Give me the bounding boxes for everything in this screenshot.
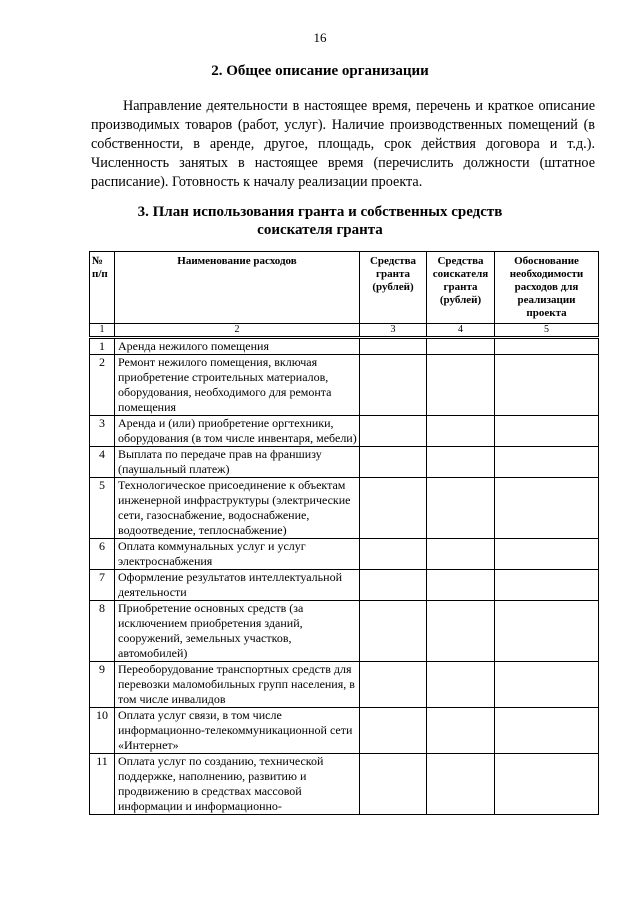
expense-name: Переоборудование транспортных средств для перевозки маломобильных групп населения, в том числе инвалидов xyxy=(115,662,360,708)
expense-name: Ремонт нежилого помещения, включая приобретение строительных материалов, оборудования, необходимого для ремонта помещения xyxy=(115,355,360,416)
grant-funds-cell[interactable] xyxy=(360,662,427,708)
grant-funds-cell[interactable] xyxy=(360,478,427,539)
table-row xyxy=(90,478,599,539)
grant-funds-cell[interactable] xyxy=(360,570,427,601)
expense-name: Оплата коммунальных услуг и услуг электроснабжения xyxy=(115,539,360,570)
own-funds-cell[interactable] xyxy=(427,416,495,447)
section-2-heading: 2. Общее описание организации xyxy=(211,63,429,79)
own-funds-cell[interactable] xyxy=(427,478,495,539)
row-number: 2 xyxy=(90,355,115,416)
row-number: 3 xyxy=(90,416,115,447)
row-number: 10 xyxy=(90,708,115,754)
table-row xyxy=(90,447,599,478)
expense-name: Аренда нежилого помещения xyxy=(115,338,360,355)
own-funds-cell[interactable] xyxy=(427,570,495,601)
row-number: 11 xyxy=(90,754,115,815)
section-2-paragraph: Направление деятельности в настоящее время, перечень и краткое описание производимых товаров (работ, услуг). Наличие производственных помещений (в собственности, в аренде, другое, площадь, срок действия договора и т.д.). Численность занятых в настоящее время (перечислить должности (штатное расписание). Готовность к началу реализации проекта. xyxy=(91,98,595,190)
justification-cell[interactable] xyxy=(495,754,599,815)
own-funds-cell[interactable] xyxy=(427,447,495,478)
table-row xyxy=(90,662,599,708)
grant-funds-cell[interactable] xyxy=(360,447,427,478)
table-row xyxy=(90,338,599,355)
justification-cell[interactable] xyxy=(495,447,599,478)
table-row xyxy=(90,355,599,416)
grant-funds-cell[interactable] xyxy=(360,355,427,416)
justification-cell[interactable] xyxy=(495,355,599,416)
section-3-heading-line-1: 3. План использования гранта и собственных средств xyxy=(137,204,503,220)
row-number: 7 xyxy=(90,570,115,601)
table-row xyxy=(90,708,599,754)
justification-cell[interactable] xyxy=(495,708,599,754)
column-index-row xyxy=(90,324,599,338)
own-funds-cell[interactable] xyxy=(427,754,495,815)
expense-name: Оформление результатов интеллектуальной деятельности xyxy=(115,570,360,601)
justification-cell[interactable] xyxy=(495,662,599,708)
row-number: 6 xyxy=(90,539,115,570)
table-row xyxy=(90,570,599,601)
header-own-funds: Средства соискателя гранта (рублей) xyxy=(427,252,495,324)
header-number: № п/п xyxy=(90,252,115,324)
column-index: 1 xyxy=(90,324,115,338)
table-row xyxy=(90,416,599,447)
justification-cell[interactable] xyxy=(495,570,599,601)
table-row xyxy=(90,601,599,662)
own-funds-cell[interactable] xyxy=(427,662,495,708)
row-number: 9 xyxy=(90,662,115,708)
grant-funds-cell[interactable] xyxy=(360,338,427,355)
table-header-row xyxy=(90,252,599,324)
row-number: 5 xyxy=(90,478,115,539)
grant-funds-cell[interactable] xyxy=(360,754,427,815)
own-funds-cell[interactable] xyxy=(427,601,495,662)
grant-funds-cell[interactable] xyxy=(360,539,427,570)
header-grant-funds: Средства гранта (рублей) xyxy=(360,252,427,324)
column-index: 4 xyxy=(427,324,495,338)
header-justification: Обоснование необходимости расходов для реализации проекта xyxy=(495,252,599,324)
own-funds-cell[interactable] xyxy=(427,539,495,570)
expense-name: Аренда и (или) приобретение оргтехники, оборудования (в том числе инвентаря, мебели) xyxy=(115,416,360,447)
table-row xyxy=(90,539,599,570)
column-index: 3 xyxy=(360,324,427,338)
expense-name: Выплата по передаче прав на франшизу (паушальный платеж) xyxy=(115,447,360,478)
own-funds-cell[interactable] xyxy=(427,708,495,754)
row-number: 8 xyxy=(90,601,115,662)
grant-funds-cell[interactable] xyxy=(360,708,427,754)
section-3-heading xyxy=(0,203,640,239)
expense-name: Оплата услуг связи, в том числе информационно-телекоммуникационной сети «Интернет» xyxy=(115,708,360,754)
grant-budget-table xyxy=(89,251,599,815)
row-number: 1 xyxy=(90,338,115,355)
expense-name: Технологическое присоединение к объектам инженерной инфраструктуры (электрические сети, газоснабжение, водоснабжение, водоотведение, теплоснабжение) xyxy=(115,478,360,539)
justification-cell[interactable] xyxy=(495,338,599,355)
section-3-heading-line-2: соискателя гранта xyxy=(257,222,383,238)
page-number: 16 xyxy=(313,30,327,45)
grant-funds-cell[interactable] xyxy=(360,416,427,447)
table-row xyxy=(90,754,599,815)
justification-cell[interactable] xyxy=(495,478,599,539)
justification-cell[interactable] xyxy=(495,416,599,447)
grant-funds-cell[interactable] xyxy=(360,601,427,662)
justification-cell[interactable] xyxy=(495,539,599,570)
column-index: 2 xyxy=(115,324,360,338)
row-number: 4 xyxy=(90,447,115,478)
expense-name: Приобретение основных средств (за исключением приобретения зданий, сооружений, земельных участков, автомобилей) xyxy=(115,601,360,662)
header-expense-name: Наименование расходов xyxy=(115,252,360,324)
expense-name: Оплата услуг по созданию, технической поддержке, наполнению, развитию и продвижению в средствах массовой информации и информационно- xyxy=(115,754,360,815)
justification-cell[interactable] xyxy=(495,601,599,662)
own-funds-cell[interactable] xyxy=(427,338,495,355)
column-index: 5 xyxy=(495,324,599,338)
own-funds-cell[interactable] xyxy=(427,355,495,416)
